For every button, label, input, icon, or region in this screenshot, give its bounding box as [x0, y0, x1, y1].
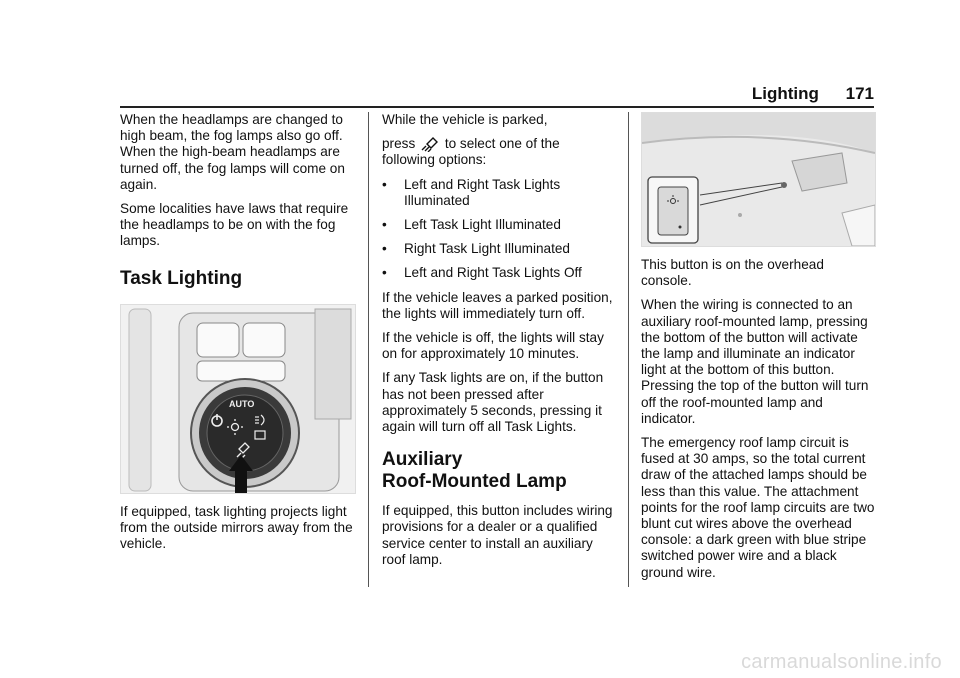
list-item: • Right Task Light Illuminated — [382, 241, 570, 257]
paragraph-parked-b — [382, 134, 614, 168]
indicator-light-icon — [679, 226, 682, 229]
select-options-text: to select one of the following options: — [382, 136, 560, 168]
paragraph-fog-lamps: When the headlamps are changed to high beam, the fog lamps also go off. When the high-beam headlamps are turned off, the fog lamps will come on again. — [120, 112, 345, 192]
list-item: • Left Task Light Illuminated — [382, 217, 561, 233]
auto-label: AUTO — [229, 398, 255, 409]
paragraph-emergency-circuit: The emergency roof lamp circuit is fused at 30 amps, so the total current draw of the attached lamps should be less than this value. The attachment points for the roof lamp circuits are two blunt cut wires above the overhead console: a dark green with blue stripe switched power wire and a black ground wire. — [641, 435, 875, 580]
column-divider-1 — [368, 112, 369, 587]
list-item: • Left and Right Task Lights Off — [382, 265, 582, 281]
paragraph-local-laws: Some localities have laws that require the headlamps to be on with the fog lamps. — [120, 201, 349, 249]
header-rule — [120, 106, 874, 108]
column-3 — [641, 112, 876, 589]
heading-auxiliary-roof-lamp: Auxiliary Roof-Mounted Lamp — [382, 449, 567, 493]
list-item: • Left and Right Task Lights Illuminated — [382, 176, 561, 208]
task-light-button-icon — [420, 134, 440, 152]
column-2 — [382, 112, 614, 576]
column-1 — [120, 112, 356, 560]
paragraph-wiring-connected: When the wiring is connected to an auxiliary roof-mounted lamp, pressing the bottom of the button will activate the lamp and illuminate an indicator light at the bottom of this button. Pressing the top of the button will turn off the roof-mounted lamp and indicator. — [641, 297, 869, 426]
paragraph-task-lights-on: If any Task lights are on, if the button has not been pressed after approximately 5 seconds, pressing it again will turn off all Task Lights. — [382, 370, 604, 435]
section-title: Lighting — [751, 84, 819, 103]
paragraph-leaves-parked: If the vehicle leaves a parked position, the lights will immediately turn off. — [382, 289, 613, 321]
paragraph-overhead-console: This button is on the overhead console. — [641, 257, 824, 289]
overhead-console-figure — [641, 112, 876, 247]
paragraph-task-lighting: If equipped, task lighting projects light from the outside mirrors away from the vehicle. — [120, 503, 353, 552]
paragraph-parked-a: While the vehicle is parked, — [382, 112, 548, 127]
page-number: 171 — [845, 84, 874, 103]
page-header — [752, 84, 874, 104]
heading-task-lighting: Task Lighting — [120, 267, 243, 289]
task-lighting-switch-figure — [120, 304, 356, 494]
column-divider-2 — [628, 112, 629, 587]
watermark: carmanualsonline.info — [741, 651, 942, 673]
paragraph-vehicle-off: If the vehicle is off, the lights will stay on for approximately 10 minutes. — [382, 330, 604, 362]
press-text: press — [382, 136, 416, 152]
paragraph-wiring-provisions: If equipped, this button includes wiring provisions for a dealer or a qualified service center to install an auxiliary roof lamp. — [382, 503, 613, 567]
